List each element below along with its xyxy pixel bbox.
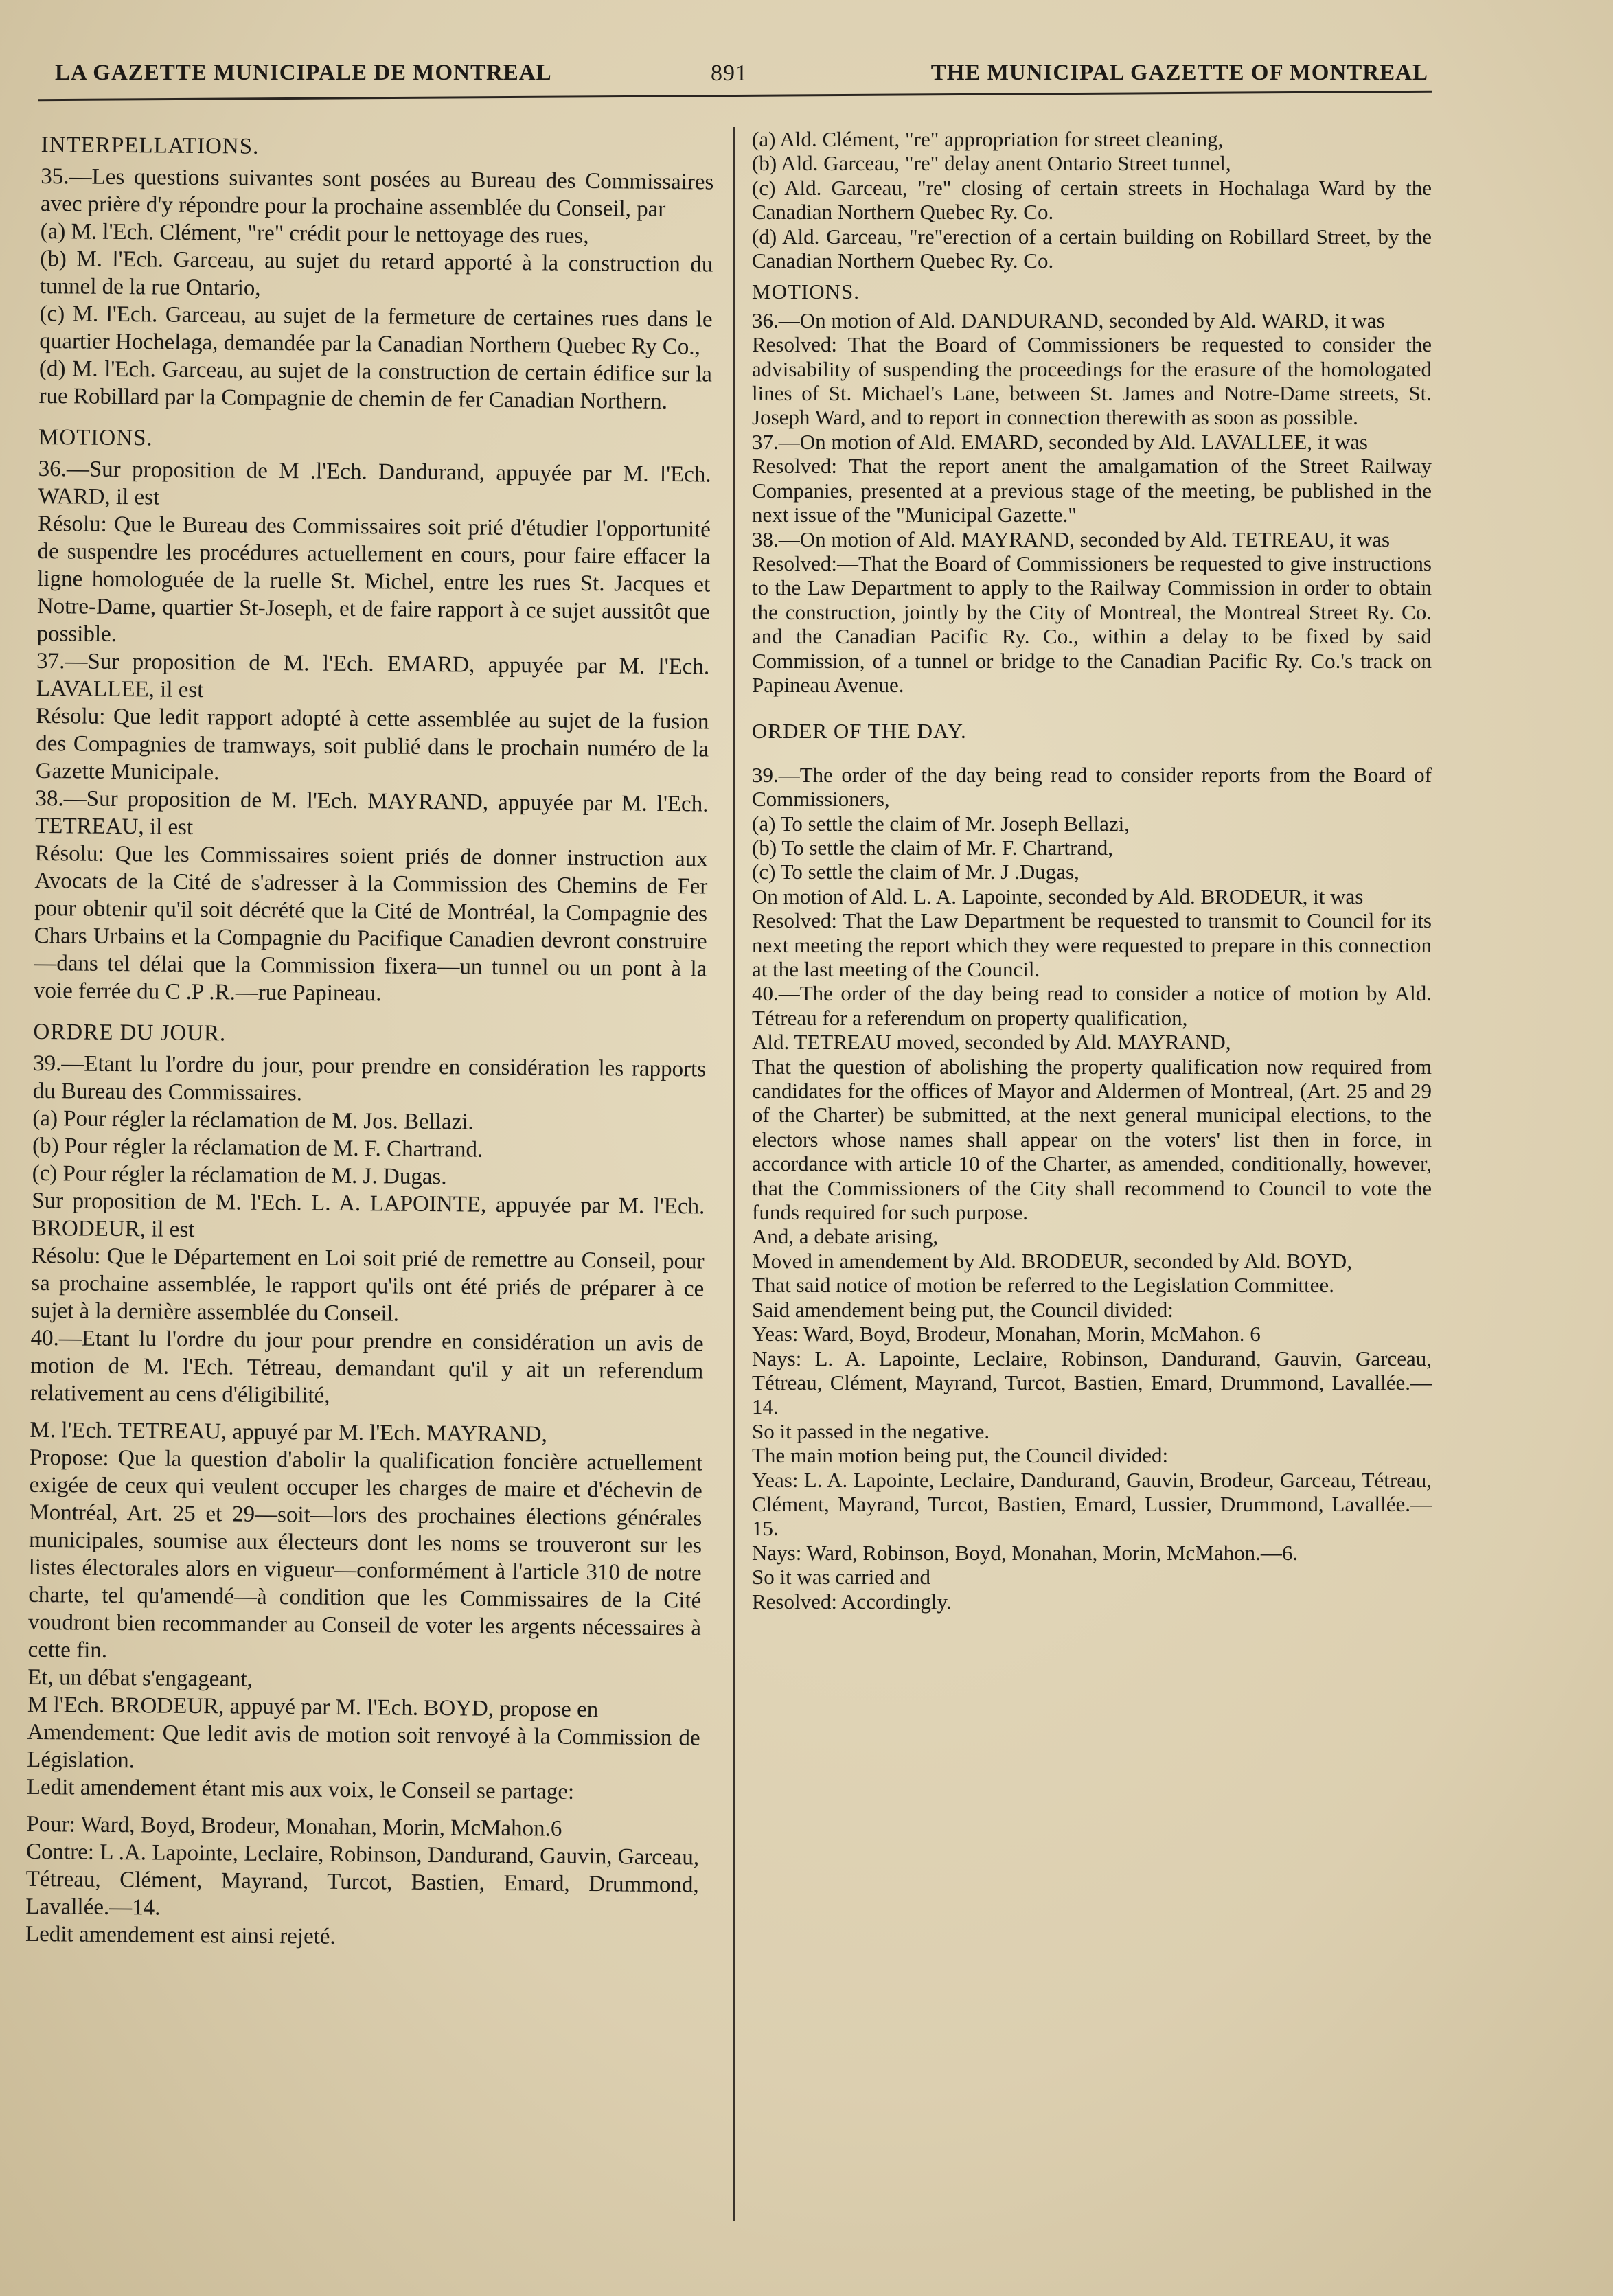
paragraph: (b) Pour régler la réclamation de M. F. Chartrand. [32, 1133, 483, 1162]
page-number: 891 [711, 60, 748, 86]
paragraph: Resolved:—That the Board of Commissioners be requested to give instructions to the Law Department to apply to the Railway Commission in order to obtain the construction, jointly by the City of Montreal, the Montreal Street Ry. Co. and the Canadian Pacific Ry. Co., within a delay to be fixed by said Commission, of a tunnel or bridge to the Canadian Pacific Ry. Co.'s track on Papineau Avenue. [752, 551, 1432, 697]
heading-order-of-the-day: ORDER OF THE DAY. [752, 719, 967, 744]
paragraph: (b) Ald. Garceau, "re" delay anent Ontario Street tunnel, [752, 151, 1231, 176]
paragraph: (d) M. l'Ech. Garceau, au sujet de la construction de certain édifice sur la rue Robillard par la Compagnie de chemin de fer Canadian Northern. [38, 356, 713, 414]
paragraph: That the question of abolishing the property qualification now required from candidates for the offices of Mayor and Aldermen of Montreal, (Art. 25 and 29 of the Charter) be submitted, at the next general municipal elections, to the electors whose names shall appear on the voters' list then in force, in accordance with article 10 of the Charter, as amended, conditionally, however, that the Commissioners of the City shall recommend to Council to vote the funds required for such purpose. [752, 1054, 1432, 1225]
paragraph: Yeas: L. A. Lapointe, Leclaire, Dandurand, Gauvin, Brodeur, Garceau, Tétreau, Clément, Mayrand, Turcot, Bastien, Emard, Lussier, Drummond, Lavallée.—15. [752, 1467, 1432, 1541]
paragraph: 39.—The order of the day being read to consider reports from the Board of Commissioners, [752, 762, 1432, 812]
column-divider [733, 127, 735, 2221]
paragraph: Résolu: Que le Département en Loi soit prié de remettre au Conseil, pour sa prochaine assemblée, le rapport qu'ils ont été priés de préparer à ce sujet à la dernière assemblée du Conseil. [30, 1243, 705, 1327]
paragraph: Pour: Ward, Boyd, Brodeur, Monahan, Morin, McMahon.6 [26, 1811, 562, 1841]
paragraph: (c) To settle the claim of Mr. J .Dugas, [752, 860, 1079, 884]
paragraph: The main motion being put, the Council divided: [752, 1443, 1169, 1468]
paragraph: On motion of Ald. L. A. Lapointe, seconded by Ald. BRODEUR, it was [752, 884, 1364, 908]
paragraph: (b) M. l'Ech. Garceau, au sujet du retard apporté à la construction du tunnel de la rue Ontario, [39, 246, 713, 301]
heading-interpellations: INTERPELLATIONS. [41, 132, 260, 159]
paragraph: So it was carried and [752, 1565, 930, 1589]
paragraph: Nays: L. A. Lapointe, Leclaire, Robinson, Dandurand, Gauvin, Garceau, Tétreau, Clément, Mayrand, Turcot, Bastien, Emard, Drummond, Lavallée.—14. [752, 1346, 1432, 1419]
paragraph: 37.—On motion of Ald. EMARD, seconded by Ald. LAVALLEE, it was [752, 429, 1368, 454]
paragraph: 37.—Sur proposition de M. l'Ech. EMARD, appuyée par M. l'Ech. LAVALLEE, il est [36, 648, 710, 703]
paragraph: (d) Ald. Garceau, "re"erection of a certain building on Robillard Street, by the Canadian Northern Quebec Ry. Co. [752, 224, 1432, 273]
paragraph: Résolu: Que le Bureau des Commissaires soit prié d'étudier l'opportunité de suspendre les procédures actuellement en cours, pour faire effacer la ligne homologuée de la ruelle St. Michel, entre les rues St. Jacques et Notre-Dame, quartier St-Joseph, et de faire rapport à ce sujet aussitôt que possible. [36, 511, 711, 647]
paragraph: 35.—Les questions suivantes sont posées au Bureau des Commissaires avec prière d'y répondre pour la prochaine assemblée du Conseil, par [40, 163, 714, 222]
paragraph: (a) M. l'Ech. Clément, "re" crédit pour le nettoyage des rues, [40, 218, 589, 249]
heading-motions: MOTIONS. [38, 424, 153, 451]
paragraph: 36.—On motion of Ald. DANDURAND, seconded by Ald. WARD, it was [752, 308, 1385, 332]
paragraph: Résolu: Que les Commissaires soient priés de donner instruction aux Avocats de la Cité de s'adresser à la Commission des Chemins de Fer pour obtenir qu'il soit décrété que la Cité de Montréal, la Compagnie des Chars Urbains et la Compagnie du Pacifique Canadien devront construire —dans tel délai que la Commission fixera—un tunnel ou un pont à la voie ferrée du C .P .R.—rue Papineau. [33, 840, 708, 1007]
paragraph: M l'Ech. BRODEUR, appuyé par M. l'Ech. BOYD, propose en [27, 1692, 599, 1723]
paragraph: Nays: Ward, Robinson, Boyd, Monahan, Morin, McMahon.—6. [752, 1540, 1299, 1565]
paragraph: Contre: L .A. Lapointe, Leclaire, Robinson, Dandurand, Gauvin, Garceau, Tétreau, Clément, Mayrand, Turcot, Bastien, Emard, Drummond, Lavallée.—14. [25, 1839, 700, 1920]
header-french-title: LA GAZETTE MUNICIPALE DE MONTREAL [55, 60, 552, 85]
heading-ordre-du-jour: ORDRE DU JOUR. [33, 1019, 227, 1046]
paragraph: Résolu: Que ledit rapport adopté à cette assemblée au sujet de la fusion des Compagnies de tramways, soit publié dans le prochain numéro de la Gazette Municipale. [35, 703, 709, 785]
paragraph: Resolved: That the Law Department be requested to transmit to Council for its next meeting the report which they were requested to prepare in this connection at the last meeting of the Council. [752, 908, 1432, 981]
heading-motions-en: MOTIONS. [752, 279, 860, 304]
paragraph: Sur proposition de M. l'Ech. L. A. LAPOINTE, appuyée par M. l'Ech. BRODEUR, il est [31, 1188, 705, 1243]
header-english-title: THE MUNICIPAL GAZETTE OF MONTREAL [930, 60, 1428, 85]
paragraph: Yeas: Ward, Boyd, Brodeur, Monahan, Morin, McMahon. 6 [752, 1322, 1261, 1346]
paragraph: Moved in amendement by Ald. BRODEUR, seconded by Ald. BOYD, [752, 1248, 1352, 1273]
paragraph: Said amendement being put, the Council divided: [752, 1297, 1174, 1322]
paragraph: (a) Pour régler la réclamation de M. Jos. Bellazi. [32, 1105, 474, 1135]
paragraph: And, a debate arising, [752, 1224, 939, 1249]
paragraph: (b) To settle the claim of Mr. F. Chartrand, [752, 835, 1113, 860]
spacer [752, 697, 1432, 712]
paragraph: Resolved: Accordingly. [752, 1589, 952, 1614]
paragraph: So it passed in the negative. [752, 1419, 990, 1443]
paragraph: 40.—Etant lu l'ordre du jour pour prendre en considération un avis de motion de M. l'Ech. Tétreau, demandant qu'il y ait un referendum relativement au cens d'éligibilité, [30, 1325, 704, 1408]
english-column [752, 127, 1432, 1614]
paragraph: Ald. TETREAU moved, seconded by Ald. MAYRAND, [752, 1030, 1231, 1055]
paragraph: (a) Ald. Clément, "re" appropriation for street cleaning, [752, 127, 1224, 151]
paragraph: 40.—The order of the day being read to consider a notice of motion by Ald. Tétreau for a referendum on property qualification, [752, 981, 1432, 1030]
paragraph: Et, un débat s'engageant, [27, 1664, 253, 1692]
paragraph: Propose: Que la question d'abolir la qualification foncière actuellement exigée de ceux qui veulent occuper les charges de maire et d'échevin de Montréal, Art. 25 et 29—soit—lors des prochaines élections générales municipales, soumise aux électeurs dont les noms se trouveront sur les listes électorales alors en vigueur—conformément à l'article 310 de notre charte, tel qu'amendé—à condition que les Commissaires de la Cité voudront bien recommander au Conseil de voter les argents nécessaires à cette fin. [27, 1445, 703, 1663]
paragraph: (c) M. l'Ech. Garceau, au sujet de la fermeture de certaines rues dans le quartier Hochelaga, demandée par la Canadian Northern Quebec Ry Co., [39, 301, 713, 360]
paragraph: 38.—Sur proposition de M. l'Ech. MAYRAND, appuyée par M. l'Ech. TETREAU, il est [34, 785, 709, 840]
paragraph: That said notice of motion be referred to the Legislation Committee. [752, 1273, 1334, 1298]
paragraph: Amendement: Que ledit avis de motion soit renvoyé à la Commission de Législation. [27, 1719, 700, 1773]
paragraph: Resolved: That the report anent the amalgamation of the Street Railway Companies, presented at a previous stage of the meeting, be published in the next issue of the "Municipal Gazette." [752, 454, 1432, 527]
paragraph: Ledit amendement est ainsi rejeté. [25, 1921, 336, 1949]
paragraph: Resolved: That the Board of Commissioners be requested to consider the advisability of suspending the proceedings for the erasure of the homologated lines of St. Michael's Lane, between St. James and Notre-Dame streets, St. Joseph Ward, and to report in connection therewith as soon as possible. [752, 332, 1432, 430]
paragraph: (a) To settle the claim of Mr. Joseph Bellazi, [752, 811, 1130, 836]
paragraph: 38.—On motion of Ald. MAYRAND, seconded by Ald. TETREAU, it was [752, 527, 1391, 551]
french-column [25, 127, 714, 1953]
paragraph: 36.—Sur proposition de M .l'Ech. Dandurand, appuyée par M. l'Ech. WARD, il est [38, 456, 711, 510]
paragraph: (c) Ald. Garceau, "re" closing of certain streets in Hochalaga Ward by the Canadian Northern Quebec Ry. Co. [752, 175, 1432, 225]
paragraph: (c) Pour régler la réclamation de M. J. Dugas. [32, 1160, 447, 1190]
spacer [752, 748, 1432, 763]
paragraph: Ledit amendement étant mis aux voix, le Conseil se partage: [26, 1774, 575, 1804]
paragraph: M. l'Ech. TETREAU, appuyé par M. l'Ech. MAYRAND, [30, 1417, 547, 1447]
paragraph: 39.—Etant lu l'ordre du jour, pour prendre en considération les rapports du Bureau des Commissaires. [32, 1051, 707, 1106]
